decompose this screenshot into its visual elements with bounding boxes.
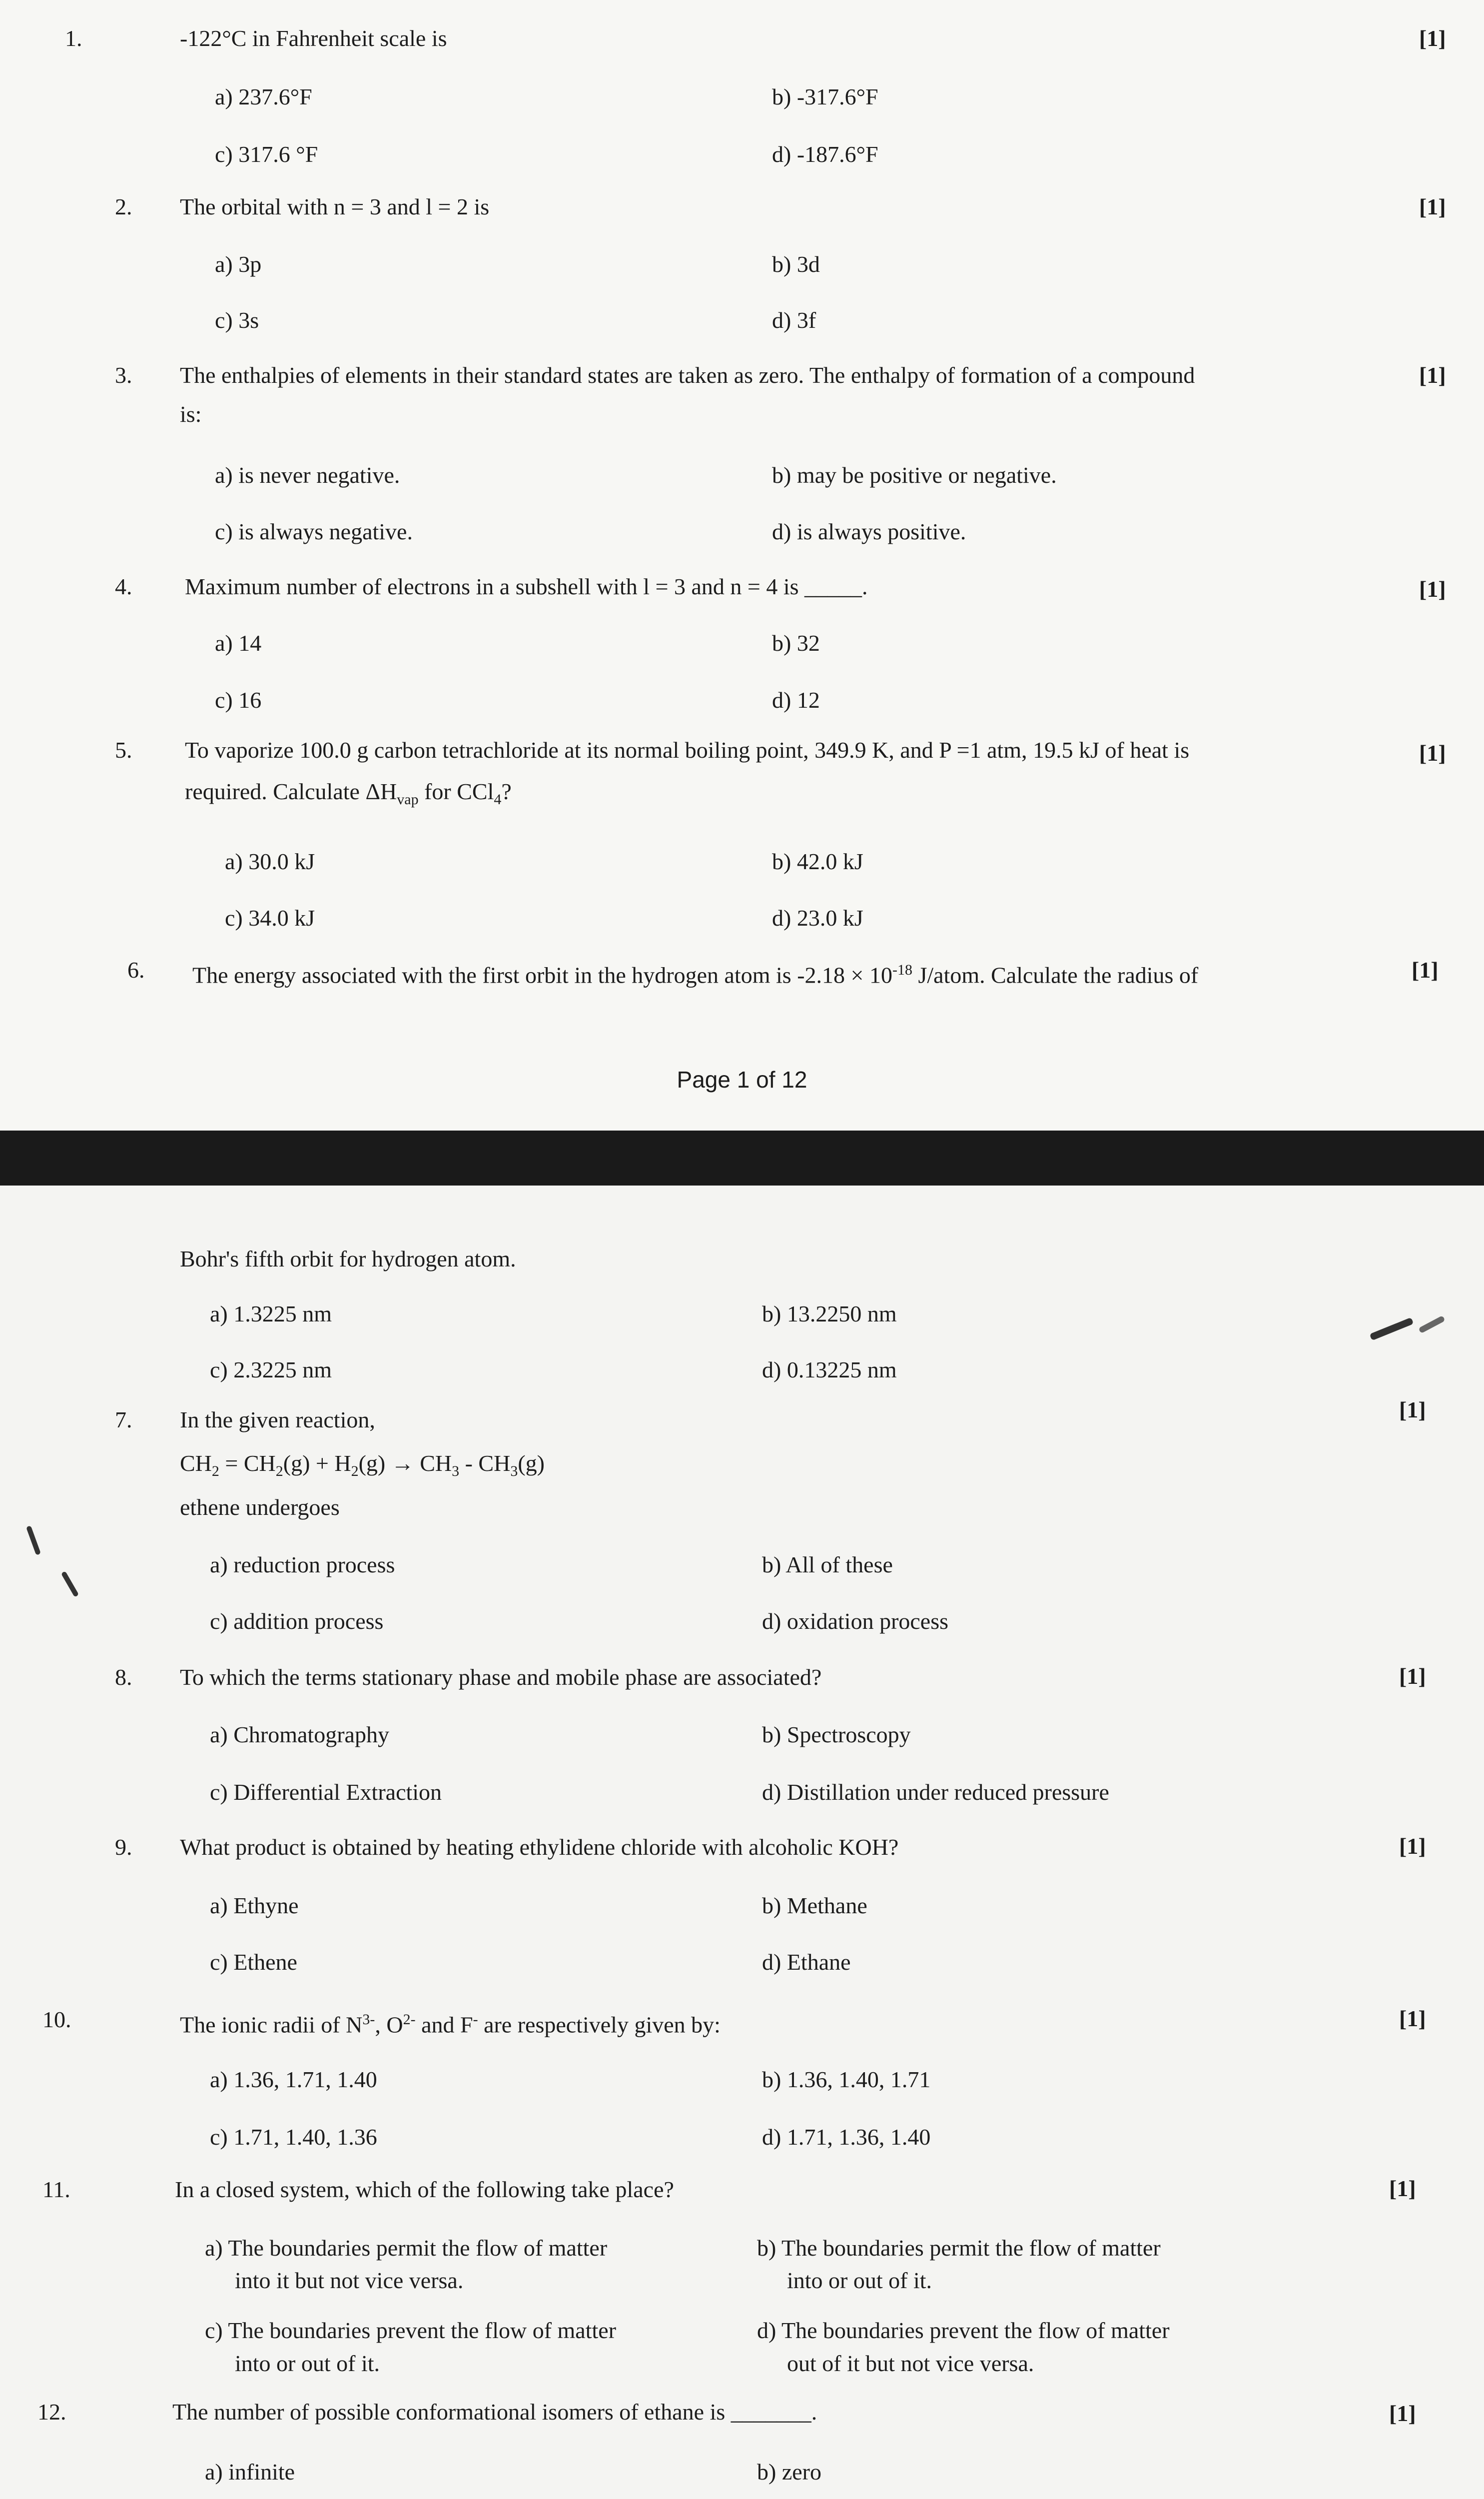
exam-page-2 bbox=[0, 1186, 1484, 2499]
question-number: 10. bbox=[42, 2007, 71, 2032]
question-text: The ionic radii of $N^{3-}$, $O^{2-}$ and F- are respectively given by: bbox=[180, 2011, 721, 2038]
question-number: 2. bbox=[115, 194, 132, 219]
question-number: 12. bbox=[37, 2399, 66, 2425]
option-c: c) is always negative. bbox=[215, 519, 413, 544]
marks-label: [1] bbox=[1399, 2006, 1426, 2031]
question-text: The orbital with n = 3 and l = 2 is bbox=[180, 194, 490, 219]
option-b: b) 32 bbox=[772, 630, 820, 656]
marks-label: [1] bbox=[1419, 362, 1446, 388]
pen-mark bbox=[1418, 1315, 1445, 1333]
option-d: d) 3f bbox=[772, 307, 816, 333]
option-c-continued: into or out of it. bbox=[235, 2351, 380, 2376]
option-a: a) Chromatography bbox=[210, 1722, 389, 1747]
page-footer: Page 1 of 12 bbox=[677, 1067, 807, 1093]
option-d: d) Ethane bbox=[762, 1949, 851, 1975]
option-a: a) 1.36, 1.71, 1.40 bbox=[210, 2067, 377, 2092]
question-text: The number of possible conformational isomers of ethane is _______. bbox=[172, 2399, 817, 2425]
option-d-continued: out of it but not vice versa. bbox=[787, 2351, 1034, 2376]
question-number: 4. bbox=[115, 574, 132, 599]
question-text: Maximum number of electrons in a subshell with l = 3 and n = 4 is _____. bbox=[185, 574, 868, 599]
question-number: 9. bbox=[115, 1834, 132, 1860]
option-d: d) 12 bbox=[772, 687, 820, 713]
question-text: In the given reaction, bbox=[180, 1407, 375, 1432]
option-d: d) 0.13225 nm bbox=[762, 1357, 897, 1382]
option-a: a) 3p bbox=[215, 251, 262, 277]
option-c: c) 1.71, 1.40, 1.36 bbox=[210, 2124, 377, 2150]
marks-label: [1] bbox=[1389, 2176, 1416, 2201]
option-d: d) is always positive. bbox=[772, 519, 966, 544]
question-text: The energy associated with the first orbit in the hydrogen atom is $-2.18 \times 10^{-18}$ J/atom. Calculate the radius of bbox=[192, 962, 1199, 988]
option-b: b) 42.0 kJ bbox=[772, 849, 863, 874]
marks-label: [1] bbox=[1399, 1663, 1426, 1689]
question-text-continued: ethene undergoes bbox=[180, 1494, 340, 1520]
option-a-continued: into it but not vice versa. bbox=[235, 2268, 464, 2293]
marks-label: [1] bbox=[1389, 2401, 1416, 2426]
option-d: d) Distillation under reduced pressure bbox=[762, 1779, 1109, 1805]
option-c: c) 34.0 kJ bbox=[225, 905, 315, 931]
pen-mark bbox=[1370, 1317, 1414, 1341]
exam-page-1 bbox=[0, 0, 1484, 1131]
option-b: b) may be positive or negative. bbox=[772, 462, 1057, 488]
option-d: d) oxidation process bbox=[762, 1608, 949, 1634]
option-c: c) 2.3225 nm bbox=[210, 1357, 332, 1382]
option-a: a) 30.0 kJ bbox=[225, 849, 315, 874]
question-text: The enthalpies of elements in their standard states are taken as zero. The enthalpy of formation of a compound bbox=[180, 362, 1195, 388]
option-a: a) reduction process bbox=[210, 1552, 395, 1577]
question-number: 8. bbox=[115, 1664, 132, 1690]
option-b: b) zero bbox=[757, 2459, 821, 2485]
marks-label: [1] bbox=[1412, 957, 1439, 983]
option-d: d) The boundaries prevent the flow of matter bbox=[757, 2318, 1170, 2343]
option-d: d) 23.0 kJ bbox=[772, 905, 863, 931]
page-separator bbox=[0, 1131, 1484, 1186]
pen-mark bbox=[61, 1571, 79, 1597]
question-text: To which the terms stationary phase and mobile phase are associated? bbox=[180, 1664, 822, 1690]
option-c: c) The boundaries prevent the flow of matter bbox=[205, 2318, 617, 2343]
question-text: What product is obtained by heating ethylidene chloride with alcoholic KOH? bbox=[180, 1834, 899, 1860]
option-a: a) infinite bbox=[205, 2459, 295, 2485]
question-text: To vaporize 100.0 g carbon tetrachloride at its normal boiling point, 349.9 K, and P =1 atm, 19.5 kJ of heat is bbox=[185, 737, 1190, 763]
option-c: c) Differential Extraction bbox=[210, 1779, 442, 1805]
question-number: 1. bbox=[65, 25, 82, 51]
option-d: d) -187.6°F bbox=[772, 141, 878, 167]
option-b: b) All of these bbox=[762, 1552, 893, 1577]
option-a: a) The boundaries permit the flow of matter bbox=[205, 2235, 608, 2261]
option-b: b) Methane bbox=[762, 1893, 867, 1918]
chemical-equation: $CH_2 = CH_2(g) + H_2(g) \to CH_3 - CH_3(g)$ bbox=[180, 1450, 545, 1480]
question-number: 6. bbox=[127, 957, 145, 983]
option-a: a) 1.3225 nm bbox=[210, 1301, 332, 1326]
option-a: a) 237.6°F bbox=[215, 84, 312, 109]
option-a: a) 14 bbox=[215, 630, 262, 656]
option-c: c) addition process bbox=[210, 1608, 384, 1634]
option-c: c) Ethene bbox=[210, 1949, 297, 1975]
question-text-continued: required. Calculate $\Delta H_{vap}$ for CCl$_4$? bbox=[185, 779, 512, 808]
option-d: d) 1.71, 1.36, 1.40 bbox=[762, 2124, 931, 2150]
option-b: b) 13.2250 nm bbox=[762, 1301, 897, 1326]
marks-label: [1] bbox=[1419, 740, 1446, 766]
question-text: -122°C in Fahrenheit scale is bbox=[180, 25, 447, 51]
option-b-continued: into or out of it. bbox=[787, 2268, 932, 2293]
option-a: a) is never negative. bbox=[215, 462, 400, 488]
option-b: b) -317.6°F bbox=[772, 84, 878, 109]
option-c: c) 3s bbox=[215, 307, 259, 333]
question-number: 11. bbox=[42, 2177, 70, 2202]
option-c: c) 16 bbox=[215, 687, 262, 713]
marks-label: [1] bbox=[1399, 1833, 1426, 1859]
option-b: b) Spectroscopy bbox=[762, 1722, 911, 1747]
marks-label: [1] bbox=[1419, 25, 1446, 51]
option-b: b) The boundaries permit the flow of matter bbox=[757, 2235, 1161, 2261]
question-text: In a closed system, which of the following take place? bbox=[175, 2177, 674, 2202]
question-text-continued: is: bbox=[180, 401, 202, 427]
question-text-continued: Bohr's fifth orbit for hydrogen atom. bbox=[180, 1246, 516, 1271]
option-c: c) 317.6 °F bbox=[215, 141, 318, 167]
question-number: 7. bbox=[115, 1407, 132, 1432]
question-number: 5. bbox=[115, 737, 132, 763]
option-b: b) 1.36, 1.40, 1.71 bbox=[762, 2067, 931, 2092]
option-a: a) Ethyne bbox=[210, 1893, 299, 1918]
question-number: 3. bbox=[115, 362, 132, 388]
marks-label: [1] bbox=[1419, 576, 1446, 602]
option-b: b) 3d bbox=[772, 251, 820, 277]
marks-label: [1] bbox=[1399, 1397, 1426, 1422]
marks-label: [1] bbox=[1419, 194, 1446, 219]
pen-mark bbox=[26, 1525, 41, 1555]
